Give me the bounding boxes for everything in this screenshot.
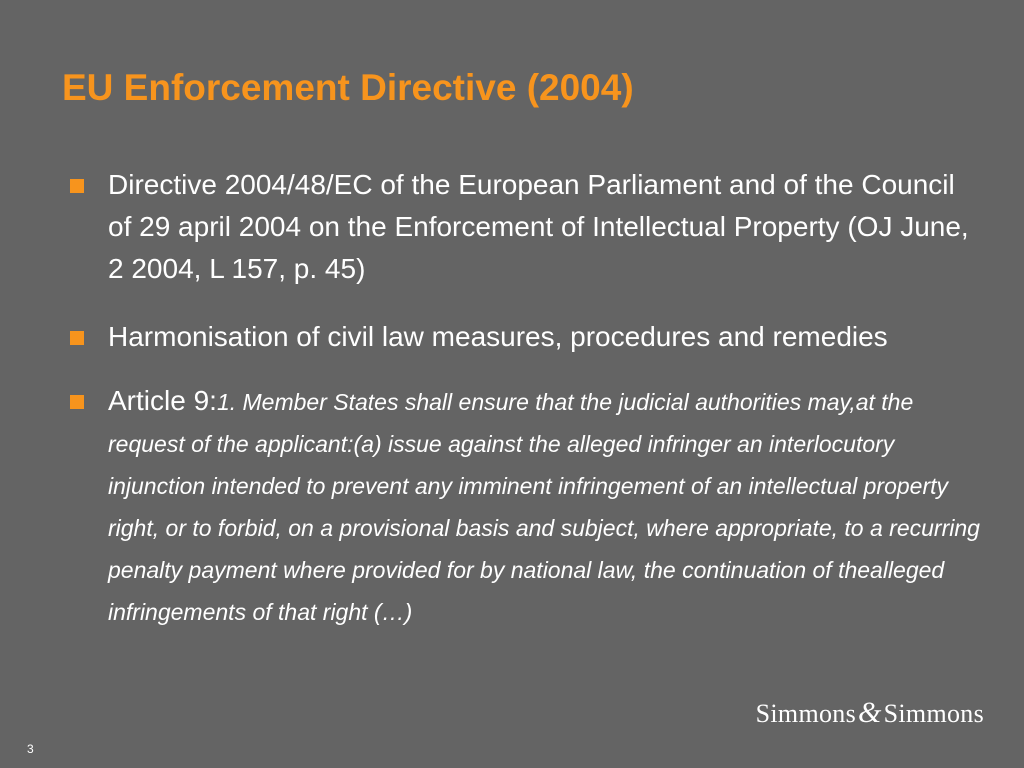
bullet-item-article-9 [70,380,980,632]
bullet-item-harmonisation [70,316,980,358]
slide-title: EU Enforcement Directive (2004) [62,67,634,108]
bullet-item-directive [70,164,980,290]
simmons-and-simmons-logo [756,696,984,730]
article-9-label: Article 9: [108,385,217,416]
bullet-text-harmonisation: Harmonisation of civil law measures, procedures and remedies [108,321,888,352]
article-9-quote: 1. Member States shall ensure that the judicial authorities may,at the request of the applicant:(a) issue against the alleged infringer an interlocutory injunction intended to prevent any imminent infringement of an intellectual property right, or to forbid, on a provisional basis and subject, where appropriate, to a recurring penalty payment where provided for by national law, the continuation of thealleged infringements of that right (…) [108,389,980,625]
square-bullet-icon [70,179,84,193]
logo-word-left: Simmons [755,699,856,728]
bullet-list [70,164,980,632]
bullet-text-directive: Directive 2004/48/EC of the European Parliament and of the Council of 29 april 2004 on the Enforcement of Intellectual Property (OJ June, 2 2004, L 157, p. 45) [108,169,969,284]
square-bullet-icon [70,395,84,409]
logo-ampersand: & [858,696,882,729]
logo-word-right: Simmons [883,699,984,728]
bullet-text-article-9 [108,380,980,632]
square-bullet-icon [70,331,84,345]
page-number: 3 [27,742,34,756]
